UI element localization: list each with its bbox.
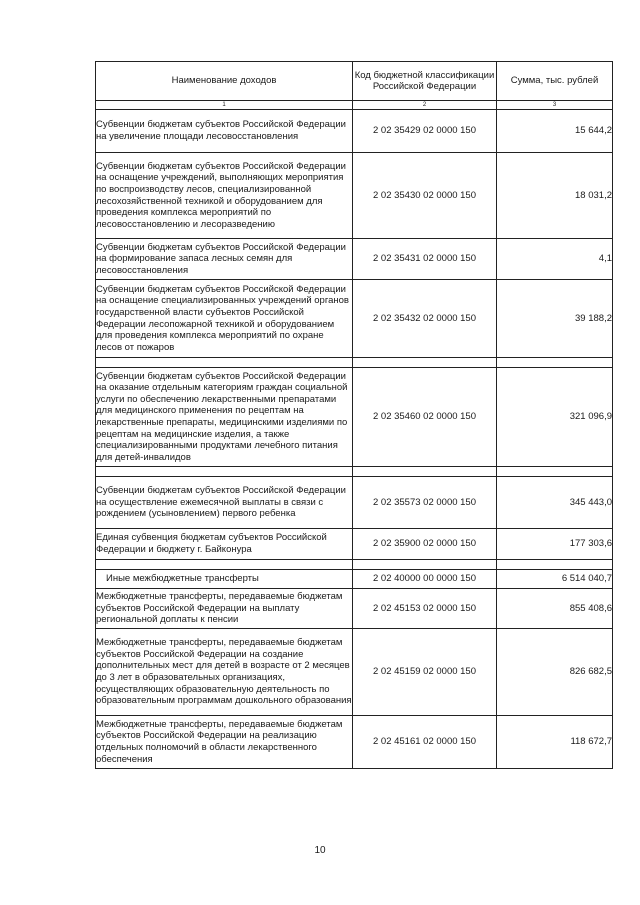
spacer-row <box>96 467 613 477</box>
revenue-sum: 118 672,7 <box>497 716 613 769</box>
revenue-name: Субвенции бюджетам субъектов Российской Федерации на осуществление ежемесячной выплаты в связи с рождением (усыновлением) первого ребенка <box>96 477 353 529</box>
column-number: 3 <box>497 101 613 110</box>
revenue-name: Субвенции бюджетам субъектов Российской Федерации на оснащение специализированных учреждений органов государственной власти субъектов Российской Федерации лесопожарной техникой и оборудованием для проведения комплекса мероприятий по охране лесов от пожаров <box>96 280 353 358</box>
table-row <box>96 110 613 153</box>
table-row <box>96 629 613 716</box>
revenue-code: 2 02 35460 02 0000 150 <box>353 368 497 467</box>
revenue-sum: 826 682,5 <box>497 629 613 716</box>
revenue-sum: 4,1 <box>497 239 613 280</box>
revenue-code: 2 02 35900 02 0000 150 <box>353 529 497 560</box>
revenue-sum: 855 408,6 <box>497 589 613 629</box>
revenue-code: 2 02 45159 02 0000 150 <box>353 629 497 716</box>
revenue-name: Субвенции бюджетам субъектов Российской Федерации на оказание отдельным категориям граждан социальной услуги по обеспечению лекарственными препаратами для медицинского применения по рецептам на лекарственные препараты, медицинскими изделиями по рецептам на медицинские изделия, а также специализированными продуктами лечебного питания для детей-инвалидов <box>96 368 353 467</box>
revenue-sum: 15 644,2 <box>497 110 613 153</box>
table-row <box>96 368 613 467</box>
table-row <box>96 153 613 239</box>
revenue-name: Единая субвенция бюджетам субъектов Российской Федерации и бюджету г. Байконура <box>96 529 353 560</box>
revenue-name: Субвенции бюджетам субъектов Российской Федерации на увеличение площади лесовосстановления <box>96 110 353 153</box>
budget-revenue-table <box>95 61 613 769</box>
header-name: Наименование доходов <box>96 62 353 101</box>
column-number: 1 <box>96 101 353 110</box>
revenue-code: 2 02 40000 00 0000 150 <box>353 570 497 589</box>
spacer-row <box>96 358 613 368</box>
table-header-row <box>96 62 613 101</box>
revenue-sum: 18 031,2 <box>497 153 613 239</box>
revenue-code: 2 02 35430 02 0000 150 <box>353 153 497 239</box>
revenue-name: Иные межбюджетные трансферты <box>96 570 353 589</box>
revenue-name: Субвенции бюджетам субъектов Российской Федерации на оснащение учреждений, выполняющих мероприятия по воспроизводству лесов, специализированной лесохозяйственной техникой и оборудованием для проведения комплекса мероприятий по лесовосстановлению и лесоразведению <box>96 153 353 239</box>
revenue-sum: 321 096,9 <box>497 368 613 467</box>
table-row <box>96 477 613 529</box>
table-row <box>96 239 613 280</box>
revenue-code: 2 02 35429 02 0000 150 <box>353 110 497 153</box>
revenue-name: Межбюджетные трансферты, передаваемые бюджетам субъектов Российской Федерации на создание дополнительных мест для детей в возрасте от 2 месяцев до 3 лет в образовательных организациях, осуществляющих образовательную деятельность по образовательным программам дошкольного образования <box>96 629 353 716</box>
revenue-name: Межбюджетные трансферты, передаваемые бюджетам субъектов Российской Федерации на выплату региональной доплаты к пенсии <box>96 589 353 629</box>
page-number: 10 <box>314 845 326 856</box>
revenue-sum: 345 443,0 <box>497 477 613 529</box>
table-row <box>96 589 613 629</box>
spacer-row <box>96 560 613 570</box>
revenue-name: Межбюджетные трансферты, передаваемые бюджетам субъектов Российской Федерации на реализацию отдельных полномочий в области лекарственного обеспечения <box>96 716 353 769</box>
header-code: Код бюджетной классификации Российской Федерации <box>353 62 497 101</box>
revenue-code: 2 02 35432 02 0000 150 <box>353 280 497 358</box>
revenue-sum: 39 188,2 <box>497 280 613 358</box>
revenue-code: 2 02 45153 02 0000 150 <box>353 589 497 629</box>
header-sum: Сумма, тыс. рублей <box>497 62 613 101</box>
revenue-sum: 177 303,6 <box>497 529 613 560</box>
revenue-code: 2 02 35431 02 0000 150 <box>353 239 497 280</box>
column-number: 2 <box>353 101 497 110</box>
table-row <box>96 716 613 769</box>
column-number-row <box>96 101 613 110</box>
revenue-sum: 6 514 040,7 <box>497 570 613 589</box>
table-row <box>96 529 613 560</box>
revenue-code: 2 02 35573 02 0000 150 <box>353 477 497 529</box>
table-row <box>96 280 613 358</box>
table-row <box>96 570 613 589</box>
revenue-code: 2 02 45161 02 0000 150 <box>353 716 497 769</box>
revenue-name: Субвенции бюджетам субъектов Российской Федерации на формирование запаса лесных семян для лесовосстановления <box>96 239 353 280</box>
